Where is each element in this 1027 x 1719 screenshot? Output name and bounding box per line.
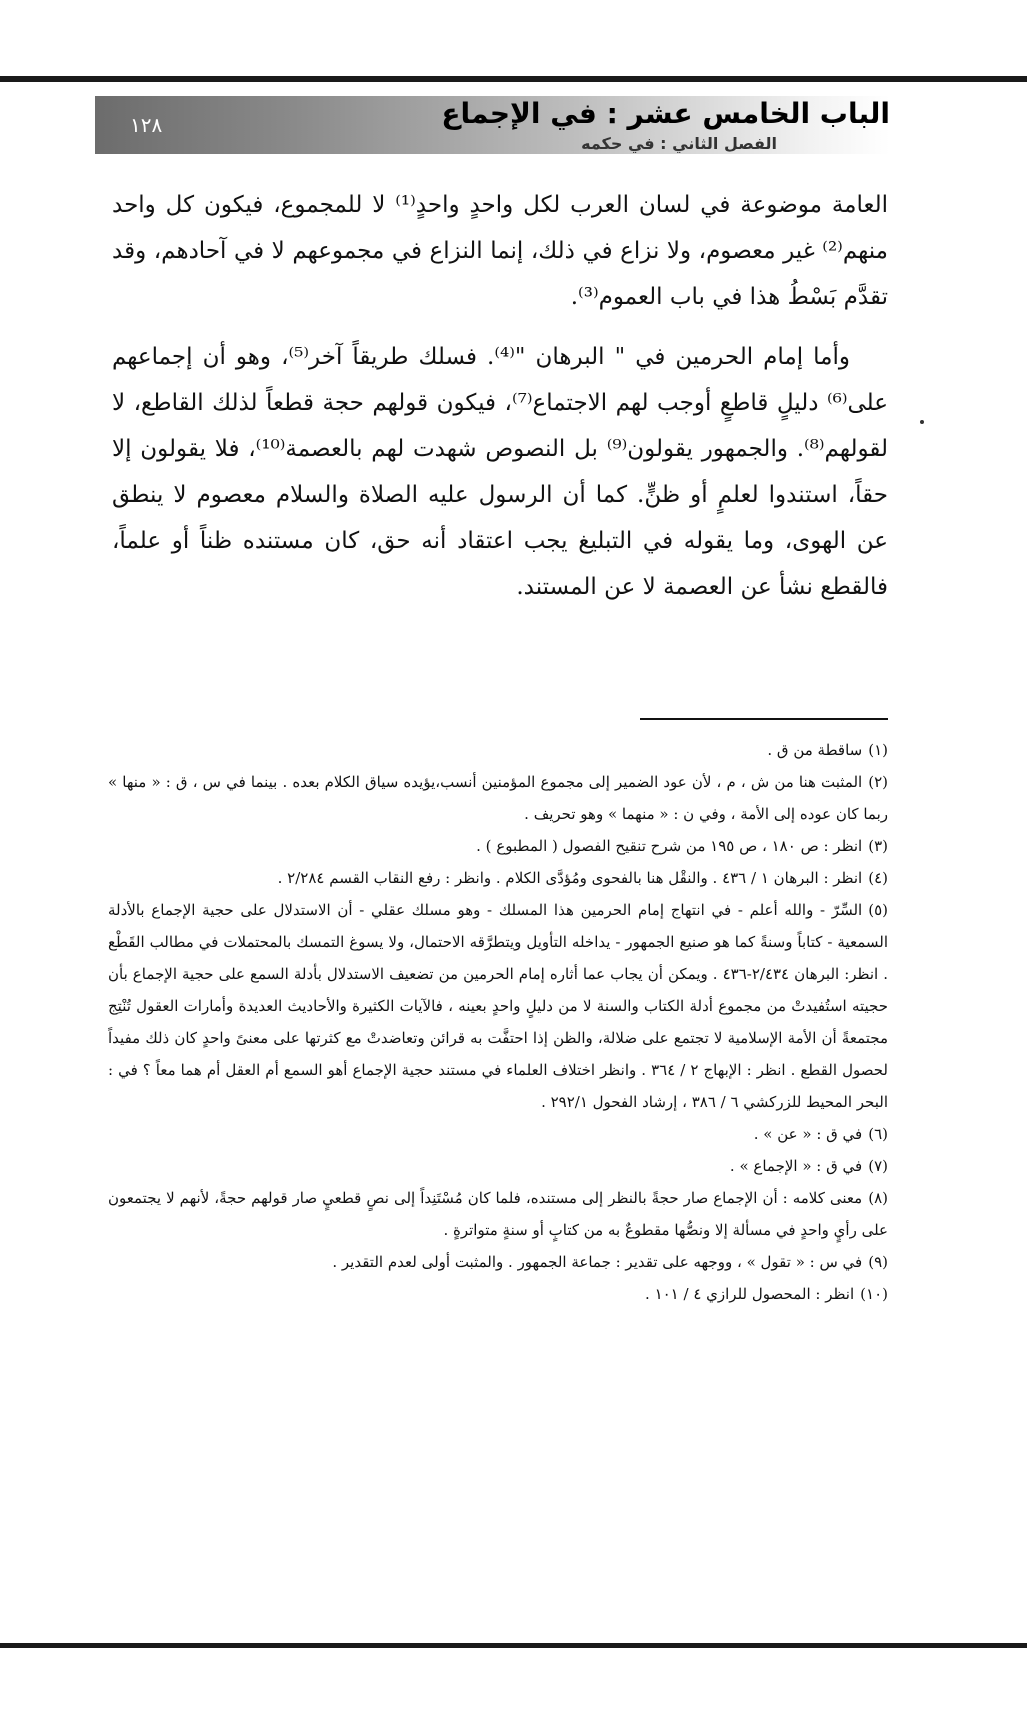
footnote-text: المثبت هنا من ش ، م ، لأن عود الضمير إلى مجموع المؤمنين أنسب،يؤيده سياق الكلام بعده . بينما في س ، ق : « منها » ربما كان عوده إلى الأمة ، وفي ن : « منهما » وهو تحريف . [108,773,888,823]
footnote-text: في ق : « عن » . [753,1125,863,1143]
footnotes [108,734,888,1310]
paragraph: وأما إمام الحرمين في " البرهان "⁽⁴⁾. فسلك طريقاً آخر⁽⁵⁾، وهو أن إجماعهم على⁽⁶⁾ دليلٍ قاطعٍ أوجب لهم الاجتماع⁽⁷⁾، فيكون قولهم حجة قطعاً لذلك القاطع، لا لقولهم⁽⁸⁾. والجمهور يقولون⁽⁹⁾ بل النصوص شهدت لهم بالعصمة⁽¹⁰⁾، فلا يقولون إلا حقاً، استندوا لعلمٍ أو ظنٍّ. كما أن الرسول عليه الصلاة والسلام معصوم لا ينطق عن الهوى، وما يقوله في التبليغ يجب اعتقاد أنه حق، كان مستنده ظناً أو علماً، فالقطع نشأ عن العصمة لا عن المستند. [112,344,888,600]
footnote [108,830,888,862]
footnote-text: السِّرّ - والله أعلم - في انتهاج إمام الحرمين هذا المسلك - وهو مسلك عقلي - أن الاستدلال على حجية الإجماع بالأدلة السمعية - كتاباً وسنةً كما هو صنيع الجمهور - يداخله التأويل ويتطرَّقه الاحتمال، ولا يسوغ التمسك بالمحتملات في مطالب القَطْع . انظر: البرهان ٢/٤٣٤-٤٣٦ . ويمكن أن يجاب عما أثاره إمام الحرمين من تضعيف الاستدلال بأدلة السمع على حجية الإجماع بأن حجيته استُفيدتْ من مجموع أدلة الكتاب والسنة لا من دليلٍ واحدٍ بعينه ، فالآيات الكثيرة والأحاديث العديدة وأمارات العقول تُنْتِج مجتمعةً أن الأمة الإسلامية لا تجتمع على ضلالة، والظن إذا احتفَّت به قرائن وتعاضدتْ مع كثرتها على معنىً واحدٍ كان ذلك مفيداً لحصول القطع . انظر : الإبهاج ٢ / ٣٦٤ . وانظر اختلاف العلماء في مستند حجية الإجماع أهو السمع أم العقل أم هما معاً ؟ في : البحر المحيط للزركشي ٦ / ٣٨٦ ، إرشاد الفحول ٢٩٢/١ . [108,901,888,1111]
footnote-text: في ق : « الإجماع » . [729,1157,863,1175]
page-number: ١٢٨ [130,113,163,137]
paragraph: العامة موضوعة في لسان العرب لكل واحدٍ واحدٍ⁽¹⁾ لا للمجموع، فيكون كل واحد منهم⁽²⁾ غير معصوم، ولا نزاع في ذلك، إنما النزاع في مجموعهم لا في آحادهم، وقد تقدَّم بَسْطُ هذا في باب العموم⁽³⁾. [112,192,888,310]
footnote [108,1118,888,1150]
footnote-text: ساقطة من ق . [767,741,863,759]
footnote-number: (٥) [868,901,888,919]
footnote-text: انظر : المحصول للرازي ٤ / ١٠١ . [645,1285,855,1303]
footnote-number: (٩) [868,1253,888,1271]
bottom-rule [0,1643,1027,1648]
chapter-title: الباب الخامس عشر : في الإجماع [441,97,890,130]
footnote [108,734,888,766]
footnote-text: انظر : البرهان ١ / ٤٣٦ . والنقْل هنا بالفحوى ومُؤدَّى الكلام . وانظر : رفع النقاب القسم ٢/٢٨٤ . [277,869,863,887]
footnote-text: انظر : ص ١٨٠ ، ص ١٩٥ من شرح تنقيح الفصول ( المطبوع ) . [476,837,863,855]
footnote-number: (١٠) [860,1285,888,1303]
footnote-number: (٢) [868,773,888,791]
top-rule [0,76,1027,82]
footnote [108,862,888,894]
footnote-number: (٤) [868,869,888,887]
footnote-number: (٨) [868,1189,888,1207]
footnote [108,1278,888,1310]
footnote-separator [640,718,888,720]
footnote-number: (٣) [868,837,888,855]
footnote-text: في س : « تقول » ، ووجهه على تقدير : جماعة الجمهور . والمثبت أولى لعدم التقدير . [332,1253,863,1271]
footnote-number: (٦) [868,1125,888,1143]
footnote-text: معنى كلامه : أن الإجماع صار حجةً بالنظر إلى مستنده، فلما كان مُسْتَنِداً إلى نصٍ قطعيٍ صار قولهم حجةً، لأنهم لا يجتمعون على رأيٍ واحدٍ في مسألة إلا ونصُّها مقطوعٌ به من كتابٍ أو سنةٍ متواترةٍ . [108,1189,888,1239]
footnote-number: (٧) [868,1157,888,1175]
footnote [108,1182,888,1246]
footnote-number: (١) [868,741,888,759]
margin-mark [920,420,924,424]
footnote [108,1246,888,1278]
main-text [112,182,888,612]
footnote [108,766,888,830]
footnote [108,894,888,1118]
section-title: الفصل الثاني : في حكمه [581,134,777,153]
footnote [108,1150,888,1182]
